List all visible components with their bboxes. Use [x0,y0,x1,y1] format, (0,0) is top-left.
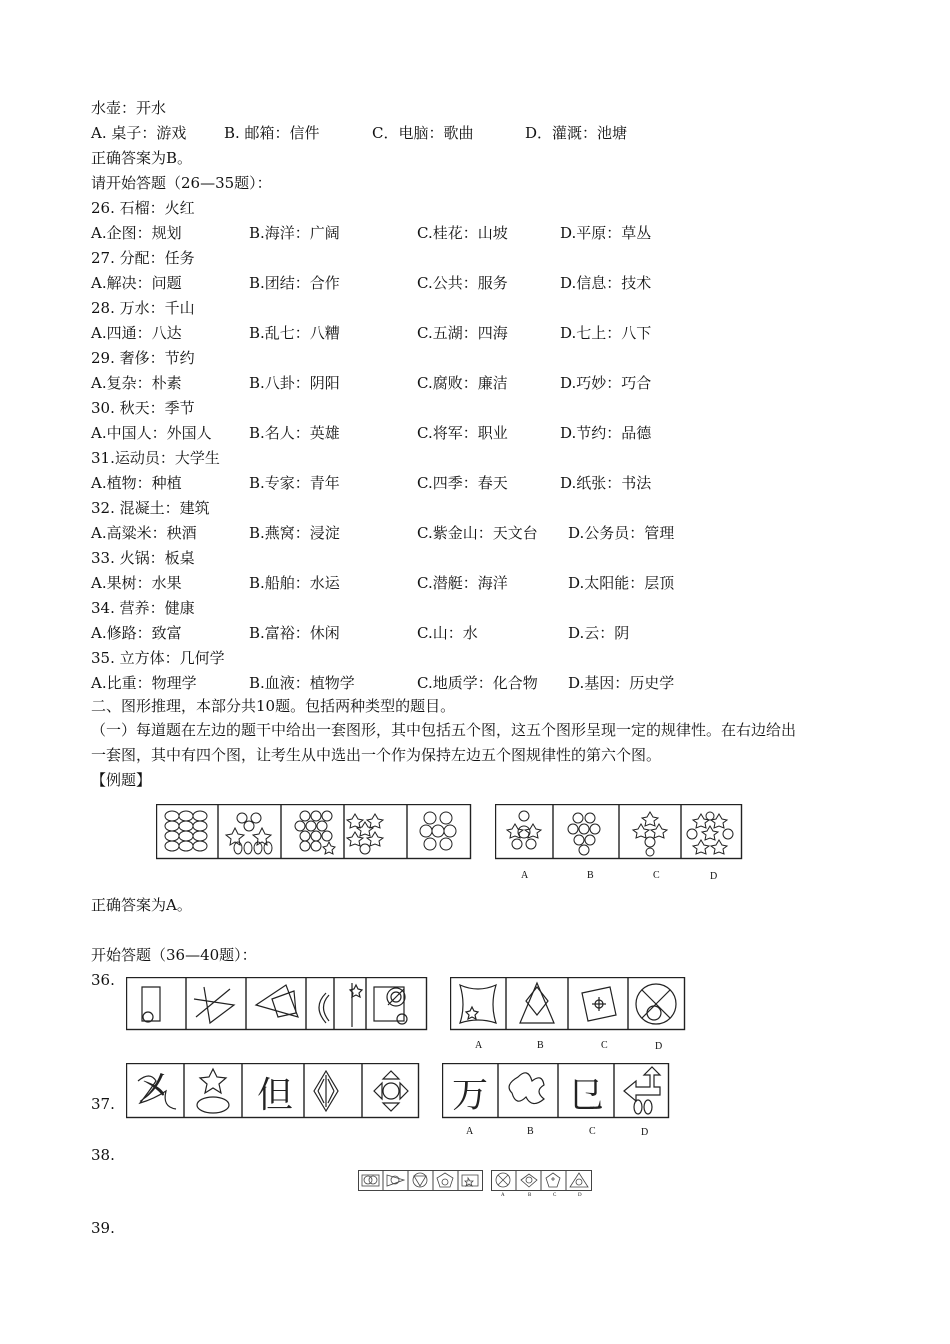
question-stem: 31.运动员：大学生 [91,449,220,467]
option-c: C.山：水 [417,624,478,642]
option-label-c: C [653,870,660,881]
question-stem: 33. 火锅：板桌 [91,549,195,567]
option-label-b: B [587,870,594,881]
q37-glyph-0: 㐅 [136,1069,173,1110]
option-d: D.信息：技术 [560,274,652,292]
q37-glyph-1: 但 [257,1075,294,1116]
option-d: D.纸张：书法 [560,474,652,492]
option-b: B.燕窝：浸淀 [249,524,340,542]
option-d: D.基因：历史学 [568,674,675,692]
option-a: A.中国人：外国人 [91,424,212,442]
example-option-figures [495,804,743,860]
q36-label-c: C [601,1040,608,1051]
option-d: D.平原：草丛 [560,224,652,242]
q36-label-b: B [537,1040,544,1051]
question-stem: 30. 秋天：季节 [91,399,195,417]
example-figure-answer: 正确答案为A。 [91,896,192,914]
section1-start: 请开始答题（26—35题）： [91,174,272,192]
q37-option-figures [442,1063,670,1119]
q38-label-b: B [528,1193,532,1198]
question-stem: 32. 混凝土：建筑 [91,499,210,517]
q38-label-d: D [578,1193,582,1198]
option-label-a: A [521,870,529,881]
section2-desc-line1: （一）每道题在左边的题干中给出一套图形，其中包括五个图，这五个图形呈现一定的规律性。在右边给出 [91,721,797,739]
option-b: B.团结：合作 [249,274,340,292]
option-b: B.八卦：阴阳 [249,374,340,392]
q37-label-d: D [641,1127,649,1138]
option-c: C.将军：职业 [417,424,508,442]
option-a: A.植物：种植 [91,474,182,492]
option-c: C.潜艇：海洋 [417,574,508,592]
option-c: C.四季：春天 [417,474,508,492]
question-stem: 27. 分配：任务 [91,249,195,267]
option-a: A.复杂：朴素 [91,374,182,392]
section2-title: 二、图形推理，本部分共10题。包括两种类型的题目。 [91,697,456,715]
example-stem: 水壶：开水 [91,99,167,117]
option-d: D.公务员：管理 [568,524,675,542]
example-stem-figures [156,804,472,860]
option-a: A.高粱米：秧酒 [91,524,197,542]
option-c: C.五湖：四海 [417,324,508,342]
option-a: A.果树：水果 [91,574,182,592]
section2-start: 开始答题（36—40题）： [91,946,257,964]
option-c: C.公共：服务 [417,274,508,292]
option-label-d: D [710,871,718,882]
option-b: B.船舶：水运 [249,574,340,592]
option-b: B.血液：植物学 [249,674,355,692]
question-stem: 28. 万水：千山 [91,299,195,317]
q37-label-b: B [527,1126,534,1137]
option-a: A.四通：八达 [91,324,182,342]
q36-option-figures [450,977,686,1031]
question-stem: 34. 营养：健康 [91,599,195,617]
section2-desc-line2: 一套图，其中有四个图，让考生从中选出一个作为保持左边五个图规律性的第六个图。 [91,746,662,764]
example-option-a: A. 桌子：游戏 [91,124,187,142]
q36-label-a: A [475,1040,483,1051]
q38-stem-figures [358,1170,484,1192]
option-d: D.云：阴 [568,624,630,642]
example-option-b: B. 邮箱：信件 [224,124,320,142]
example-heading: 【例题】 [91,771,152,789]
question-stem: 26. 石榴：火红 [91,199,195,217]
option-c: C.腐败：廉洁 [417,374,508,392]
option-c: C.桂花：山坡 [417,224,508,242]
question-stem: 35. 立方体：几何学 [91,649,225,667]
question-37-number: 37. [91,1095,115,1113]
q37-label-c: C [589,1126,596,1137]
q37-label-a: A [466,1126,474,1137]
option-b: B.乱七：八糟 [249,324,340,342]
option-a: A.比重：物理学 [91,674,197,692]
q37-glyph-2: 万 [452,1075,489,1116]
q37-glyph-3: 㔾 [568,1075,605,1116]
question-36-number: 36. [91,971,115,989]
q38-option-figures [491,1170,593,1192]
option-c: C.紫金山：天文台 [417,524,538,542]
question-stem: 29. 奢侈：节约 [91,349,195,367]
option-c: C.地质学：化合物 [417,674,538,692]
option-d: D.巧妙：巧合 [560,374,652,392]
option-b: B.专家：青年 [249,474,340,492]
question-38-number: 38. [91,1146,115,1164]
example-option-c: C．电脑：歌曲 [372,124,474,142]
q36-label-d: D [655,1041,663,1052]
option-b: B.海洋：广阔 [249,224,340,242]
example-option-d: D．灌溉：池塘 [525,124,628,142]
option-d: D.太阳能：层顶 [568,574,675,592]
option-a: A.修路：致富 [91,624,182,642]
example-answer: 正确答案为B。 [91,149,193,167]
option-a: A.企图：规划 [91,224,182,242]
question-39-number: 39. [91,1219,115,1237]
q38-label-c: C [553,1193,557,1198]
option-b: B.名人：英雄 [249,424,340,442]
option-d: D.七上：八下 [560,324,652,342]
q38-label-a: A [501,1193,505,1198]
option-a: A.解决：问题 [91,274,182,292]
option-b: B.富裕：休闲 [249,624,340,642]
q36-stem-figures [126,977,428,1031]
option-d: D.节约：品德 [560,424,652,442]
